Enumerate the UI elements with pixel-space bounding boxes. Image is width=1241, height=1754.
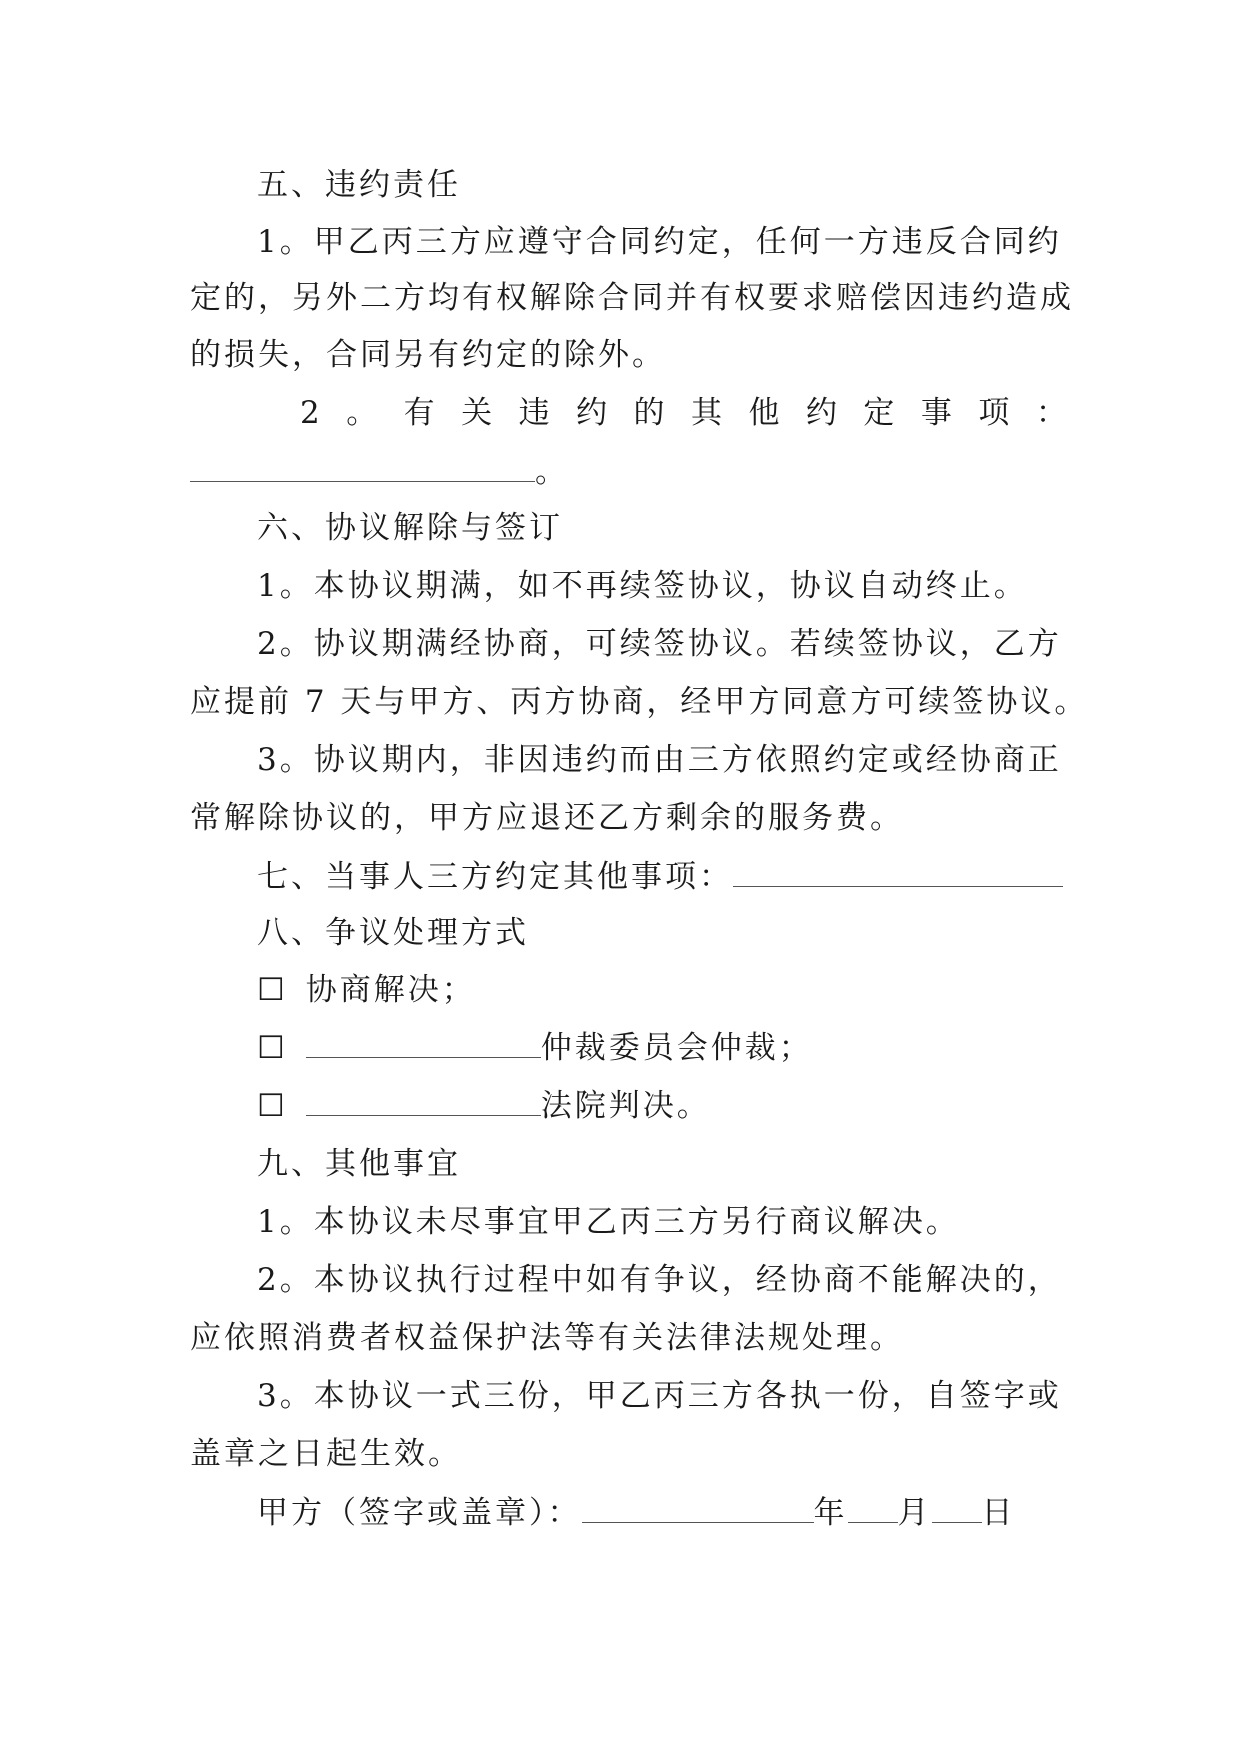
section-7 [257, 857, 1063, 897]
year-label: 年 [813, 1495, 848, 1531]
section-5-heading: 五、违约责任 [257, 167, 461, 203]
section-5-item-1-line-2: 定的，另外二方均有权解除合同并有权要求赔偿因违约造成 [190, 280, 1074, 316]
section-6-item-2-line-1: 2。协议期满经协商，可续签协议。若续签协议，乙方 [257, 626, 1062, 662]
court-blank[interactable] [306, 1087, 541, 1116]
item-2-char: 约 [576, 395, 611, 431]
month-label: 月 [897, 1495, 932, 1531]
section-7-heading: 七、当事人三方约定其他事项： [257, 859, 733, 895]
section-8-heading: 八、争议处理方式 [257, 915, 529, 951]
item-2-char: 关 [461, 395, 496, 431]
option-label: 仲裁委员会仲裁； [540, 1030, 813, 1066]
section-6-heading: 六、协议解除与签订 [257, 510, 563, 546]
section-6-item-3-line-2: 常解除协议的，甲方应退还乙方剩余的服务费。 [190, 800, 904, 836]
day-blank[interactable] [932, 1494, 982, 1523]
item-2-char: 项 [978, 395, 1013, 431]
section-7-blank[interactable] [733, 858, 1063, 887]
section-5-item-1-line-1: 1。甲乙丙三方应遵守合同约定，任何一方违反合同约 [257, 224, 1062, 260]
item-2-char: 事 [920, 395, 955, 431]
signature-line [257, 1493, 1016, 1533]
section-9-item-2-line-2: 应依照消费者权益保护法等有关法律法规处理。 [190, 1320, 904, 1356]
item-2-char: 。 [346, 395, 381, 431]
party-a-signature-blank[interactable] [582, 1494, 814, 1523]
section-9-item-3-line-1: 3。本协议一式三份，甲乙丙三方各执一份，自签字或 [257, 1378, 1062, 1414]
checkbox-icon[interactable]: ☐ [257, 1088, 288, 1124]
item-2-char: 定 [863, 395, 898, 431]
section-5-item-2-blank-line [190, 452, 569, 492]
checkbox-icon[interactable]: ☐ [257, 972, 288, 1008]
party-a-label: 甲方（签字或盖章）： [257, 1495, 582, 1531]
option-label: 协商解决； [305, 972, 476, 1008]
dispute-option-negotiation [257, 970, 476, 1010]
month-blank[interactable] [848, 1494, 898, 1523]
section-6-item-2-line-2: 应提前 7 天与甲方、丙方协商，经甲方同意方可续签协议。 [190, 684, 1089, 720]
period-mark: 。 [535, 454, 569, 490]
checkbox-icon[interactable]: ☐ [257, 1030, 288, 1066]
item-2-char: 的 [633, 395, 668, 431]
dispute-option-arbitration [257, 1028, 813, 1068]
item-2-char: 其 [691, 395, 726, 431]
section-6-item-1: 1。本协议期满，如不再续签协议，协议自动终止。 [257, 568, 1028, 604]
dispute-option-court [257, 1086, 711, 1126]
section-5-item-1-line-3: 的损失，合同另有约定的除外。 [190, 337, 666, 373]
item-2-char: 违 [518, 395, 553, 431]
item-2-char: 他 [748, 395, 783, 431]
item-2-char: 2 [300, 395, 323, 431]
arbitration-committee-blank[interactable] [306, 1029, 541, 1058]
item-2-char: 有 [403, 395, 438, 431]
item-2-char: ： [1035, 395, 1070, 431]
section-9-item-3-line-2: 盖章之日起生效。 [190, 1436, 462, 1472]
section-6-item-3-line-1: 3。协议期内，非因违约而由三方依照约定或经协商正 [257, 742, 1062, 778]
option-label: 法院判决。 [540, 1088, 711, 1124]
section-5-item-2-justified-text [300, 393, 1070, 433]
item-2-char: 约 [805, 395, 840, 431]
day-label: 日 [981, 1495, 1016, 1531]
section-5-item-2 [190, 393, 1070, 433]
section-9-item-1: 1。本协议未尽事宜甲乙丙三方另行商议解决。 [257, 1204, 960, 1240]
section-9-item-2-line-1: 2。本协议执行过程中如有争议，经协商不能解决的， [257, 1262, 1062, 1298]
section-9-heading: 九、其他事宜 [257, 1146, 461, 1182]
other-matters-blank[interactable] [190, 453, 535, 482]
